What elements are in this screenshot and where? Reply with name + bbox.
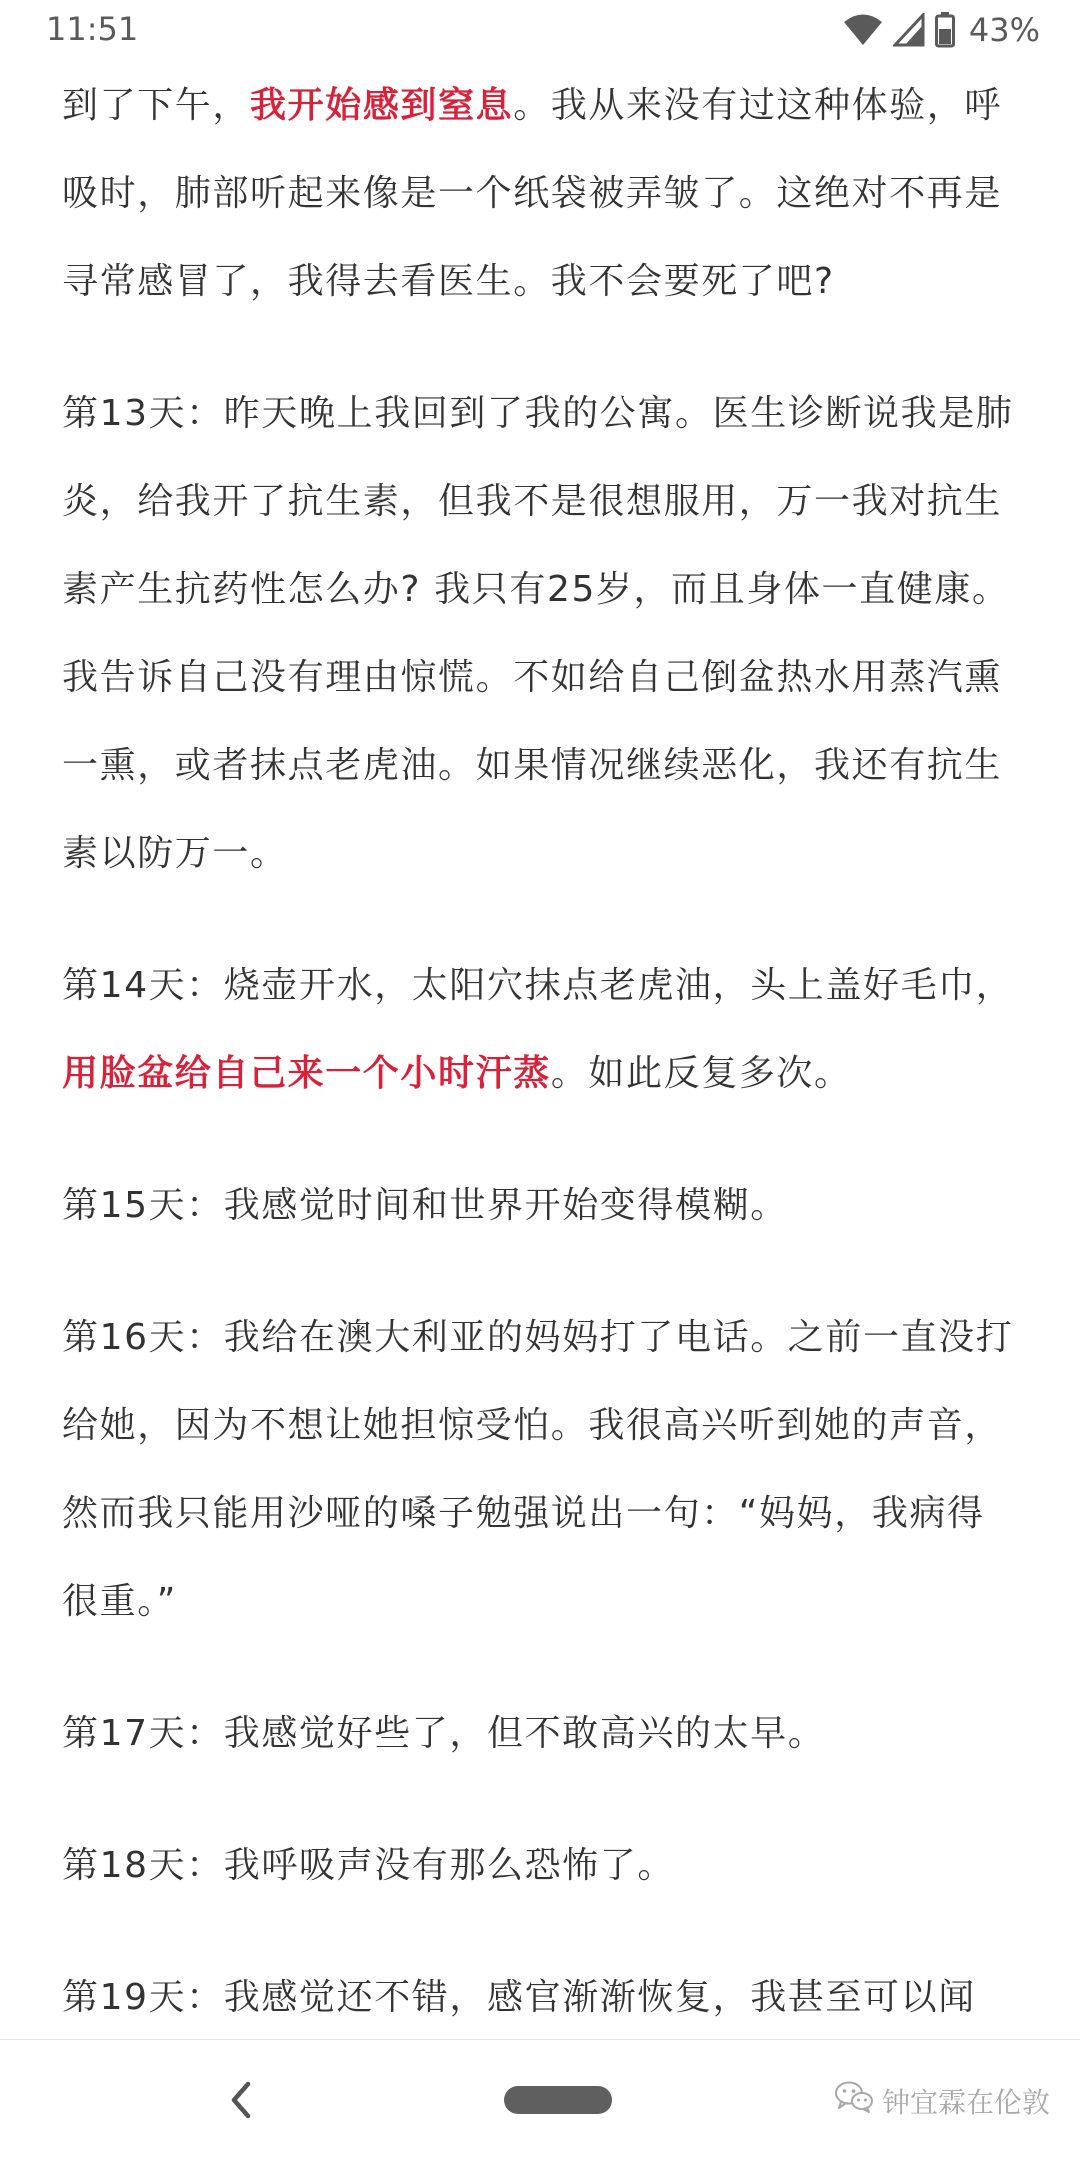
navigation-bar <box>0 2039 1080 2160</box>
article-paragraph <box>62 62 1022 326</box>
paragraph-text: 第16天：我给在澳大利亚的妈妈打了电话。之前一直没打给她，因为不想让她担惊受怕。我很高兴听到她的声音，然而我只能用沙哑的嗓子勉强说出一句：“妈妈，我病得很重。” <box>62 1317 1014 1622</box>
chevron-left-icon <box>222 2078 262 2122</box>
paragraph-text: 到了下午， <box>62 85 251 126</box>
battery-percent: 43% <box>968 11 1040 49</box>
article-paragraph <box>62 1294 1022 1646</box>
back-button[interactable] <box>222 2078 262 2122</box>
paragraph-text: 第15天：我感觉时间和世界开始变得模糊。 <box>62 1185 788 1226</box>
article-paragraph <box>62 1690 1022 1778</box>
paragraph-text: 第13天：昨天晚上我回到了我的公寓。医生诊断说我是肺炎，给我开了抗生素，但我不是很想服用，万一我对抗生素产生抗药性怎么办? 我只有25岁，而且身体一直健康。我告诉自己没有理由惊慌。不如给自己倒盆热水用蒸汽熏一熏，或者抹点老虎油。如果情况继续恶化，我还有抗生素以防万一。 <box>62 393 1014 874</box>
article-paragraph <box>62 370 1022 898</box>
status-time: 11:51 <box>46 10 139 48</box>
article-paragraph <box>62 1162 1022 1250</box>
battery-icon <box>935 12 955 48</box>
home-pill-button[interactable] <box>504 2086 612 2114</box>
paragraph-text: 第14天：烧壶开水，太阳穴抹点老虎油，头上盖好毛巾， <box>62 965 1014 1006</box>
article-body <box>62 62 1022 2040</box>
paragraph-text: 第18天：我呼吸声没有那么恐怖了。 <box>62 1845 676 1886</box>
emphasized-text: 用脸盆给自己来一个小时汗蒸 <box>62 1053 551 1094</box>
article-paragraph <box>62 942 1022 1118</box>
emphasized-text: 我开始感到窒息 <box>250 85 514 126</box>
article-paragraph <box>62 1822 1022 1910</box>
wifi-icon <box>843 13 883 47</box>
wechat-icon <box>834 2080 874 2121</box>
paragraph-text: 第19天：我感觉还不错，感官渐渐恢复，我甚至可以闻 <box>62 1977 976 2018</box>
status-bar <box>0 0 1080 62</box>
cell-signal-icon <box>893 13 925 47</box>
paragraph-text: 第17天：我感觉好些了，但不敢高兴的太早。 <box>62 1713 826 1754</box>
watermark <box>834 2080 1050 2121</box>
paragraph-text: 。我从来没有过这种体验，呼吸时，肺部听起来像是一个纸袋被弄皱了。这绝对不再是寻常感冒了，我得去看医生。我不会要死了吧? <box>62 85 1003 302</box>
status-icons <box>843 8 1040 52</box>
paragraph-text: 。如此反复多次。 <box>550 1053 852 1094</box>
article-paragraph <box>62 1954 1022 2040</box>
watermark-text: 钟宜霖在伦敦 <box>881 2085 1050 2119</box>
